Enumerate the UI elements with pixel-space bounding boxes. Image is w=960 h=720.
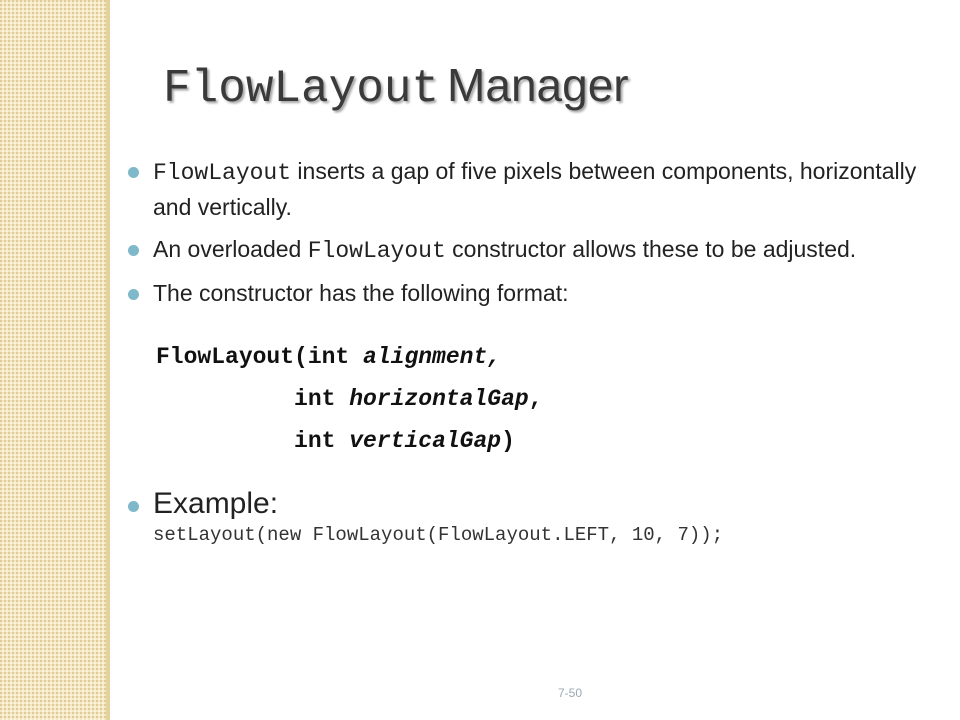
decorative-sidebar	[0, 0, 106, 720]
slide-title	[163, 58, 629, 115]
page-number: 7-50	[557, 686, 583, 700]
example-code: setLayout(new FlowLayout(FlowLayout.LEFT, 10, 7));	[153, 524, 724, 546]
example-bullet	[128, 486, 956, 548]
sidebar-edge	[106, 0, 110, 720]
bullet-text: inserts a gap of five pixels between components, horizontally and vertically.	[153, 158, 917, 220]
bullet-dot-icon	[128, 245, 139, 256]
code-line	[156, 386, 543, 412]
example-label: Example:	[153, 487, 279, 520]
code-param: alignment,	[363, 344, 502, 370]
bullet-dot-icon	[128, 167, 139, 178]
code-keyword: int	[294, 386, 350, 412]
title-text: Manager	[447, 59, 629, 111]
bullet-text: An overloaded	[153, 236, 308, 262]
bullet-item	[128, 276, 956, 310]
bullet-item	[128, 154, 956, 224]
bullet-text: constructor allows these to be adjusted.	[445, 236, 857, 262]
bullet-text: The constructor has the following format:	[153, 280, 569, 306]
bullet-dot-icon	[128, 289, 139, 300]
code-line	[156, 344, 501, 370]
code-line	[156, 428, 515, 454]
bullet-dot-icon	[128, 501, 139, 512]
title-code: FlowLayout	[163, 63, 440, 115]
bullet-item	[128, 232, 956, 268]
slide-content	[128, 154, 956, 548]
code-punct: )	[501, 428, 515, 454]
code-param: horizontalGap	[349, 386, 529, 412]
inline-code: FlowLayout	[307, 238, 446, 264]
inline-code: FlowLayout	[153, 160, 292, 186]
code-param: verticalGap	[349, 428, 502, 454]
code-keyword: FlowLayout(int	[156, 344, 364, 370]
constructor-signature	[156, 336, 956, 462]
code-keyword: int	[294, 428, 350, 454]
code-punct: ,	[528, 386, 543, 412]
